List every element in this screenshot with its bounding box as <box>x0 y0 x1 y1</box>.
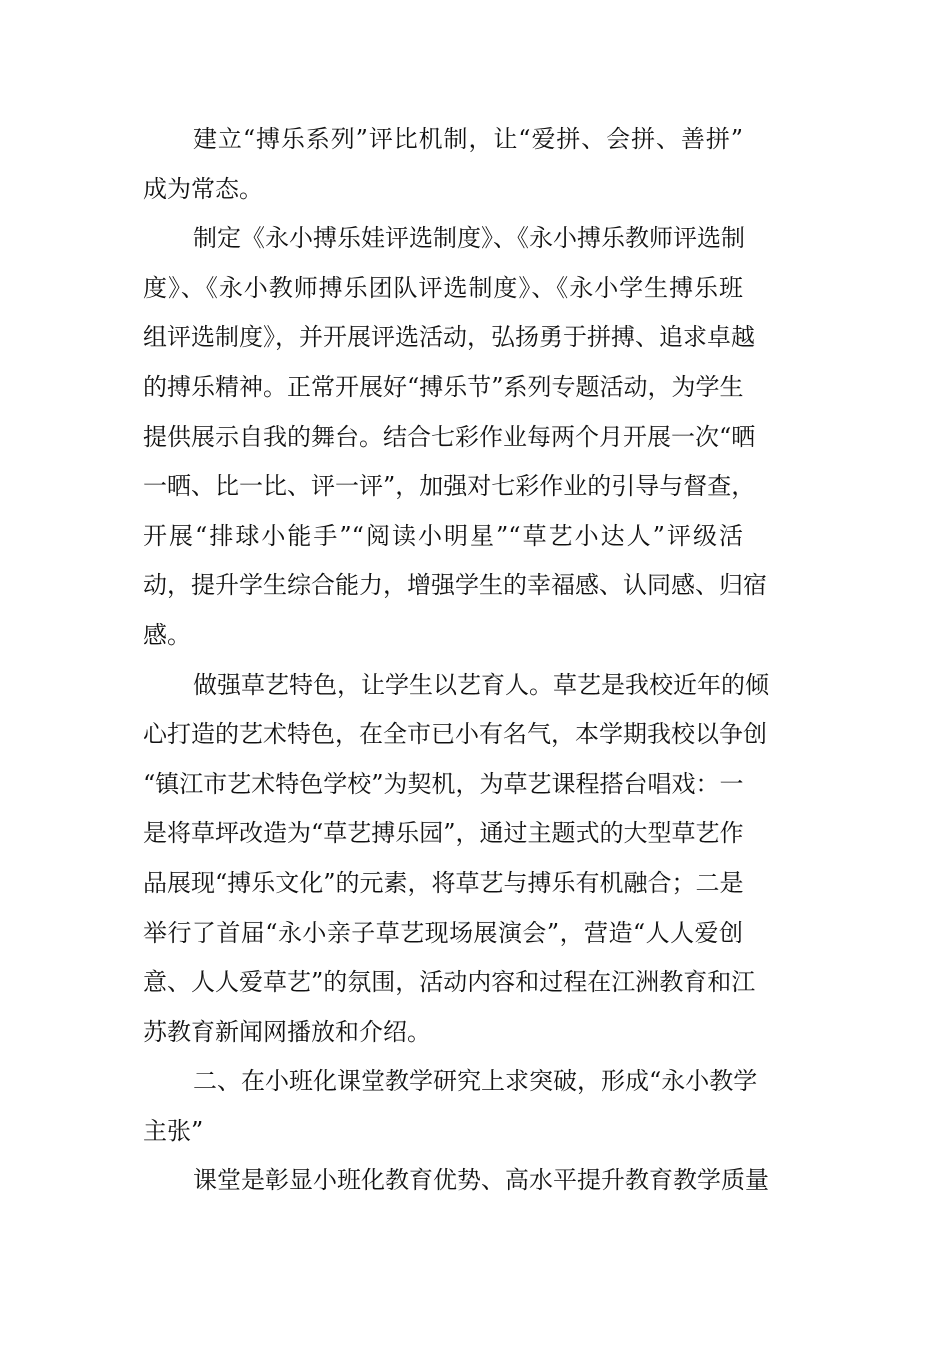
text-line: 二、在小班化课堂教学研究上求突破，形成“永小教学 <box>193 1067 758 1096</box>
text-line: 一晒、比一比、评一评”，加强对七彩作业的引导与督查， <box>143 472 756 501</box>
text-line: 苏教育新闻网播放和介绍。 <box>143 1017 431 1046</box>
text-line: 课堂是彰显小班化教育优势、高水平提升教育教学质量 <box>193 1166 769 1195</box>
text-line: 举行了首届“永小亲子草艺现场展演会”，营造“人人爱创 <box>143 918 743 947</box>
text-line: 度》、《永小教师搏乐团队评选制度》、《永小学生搏乐班 <box>143 273 743 302</box>
text-line: 建立“搏乐系列”评比机制，让“爱拼、会拼、善拼” <box>193 125 743 153</box>
text-line: 提供展示自我的舞台。结合七彩作业每两个月开展一次“晒 <box>143 422 756 451</box>
text-line: 意、人人爱草艺”的氛围，活动内容和过程在江洲教育和江 <box>143 968 756 997</box>
text-line: 感。 <box>143 620 191 649</box>
text-line: “镇江市艺术特色学校”为契机，为草艺课程搭台唱戏：一 <box>143 769 744 798</box>
body-text <box>143 115 769 1206</box>
text-line: 开展“排球小能手”“阅读小明星”“草艺小达人”评级活 <box>143 521 743 550</box>
text-line: 主张” <box>143 1116 204 1145</box>
text-line: 成为常态。 <box>143 174 263 203</box>
text-line: 做强草艺特色，让学生以艺育人。草艺是我校近年的倾 <box>193 670 769 699</box>
text-line: 制定《永小搏乐娃评选制度》、《永小搏乐教师评选制 <box>193 224 745 253</box>
text-line: 心打造的艺术特色，在全市已小有名气，本学期我校以争创 <box>143 720 767 749</box>
text-line: 的搏乐精神。正常开展好“搏乐节”系列专题活动，为学生 <box>143 372 744 401</box>
text-line: 动，提升学生综合能力，增强学生的幸福感、认同感、归宿 <box>143 571 767 600</box>
text-line: 品展现“搏乐文化”的元素，将草艺与搏乐有机融合；二是 <box>143 868 744 897</box>
text-line: 是将草坪改造为“草艺搏乐园”，通过主题式的大型草艺作 <box>143 819 744 848</box>
text-line: 组评选制度》，并开展评选活动，弘扬勇于拼搏、追求卓越 <box>143 323 755 352</box>
